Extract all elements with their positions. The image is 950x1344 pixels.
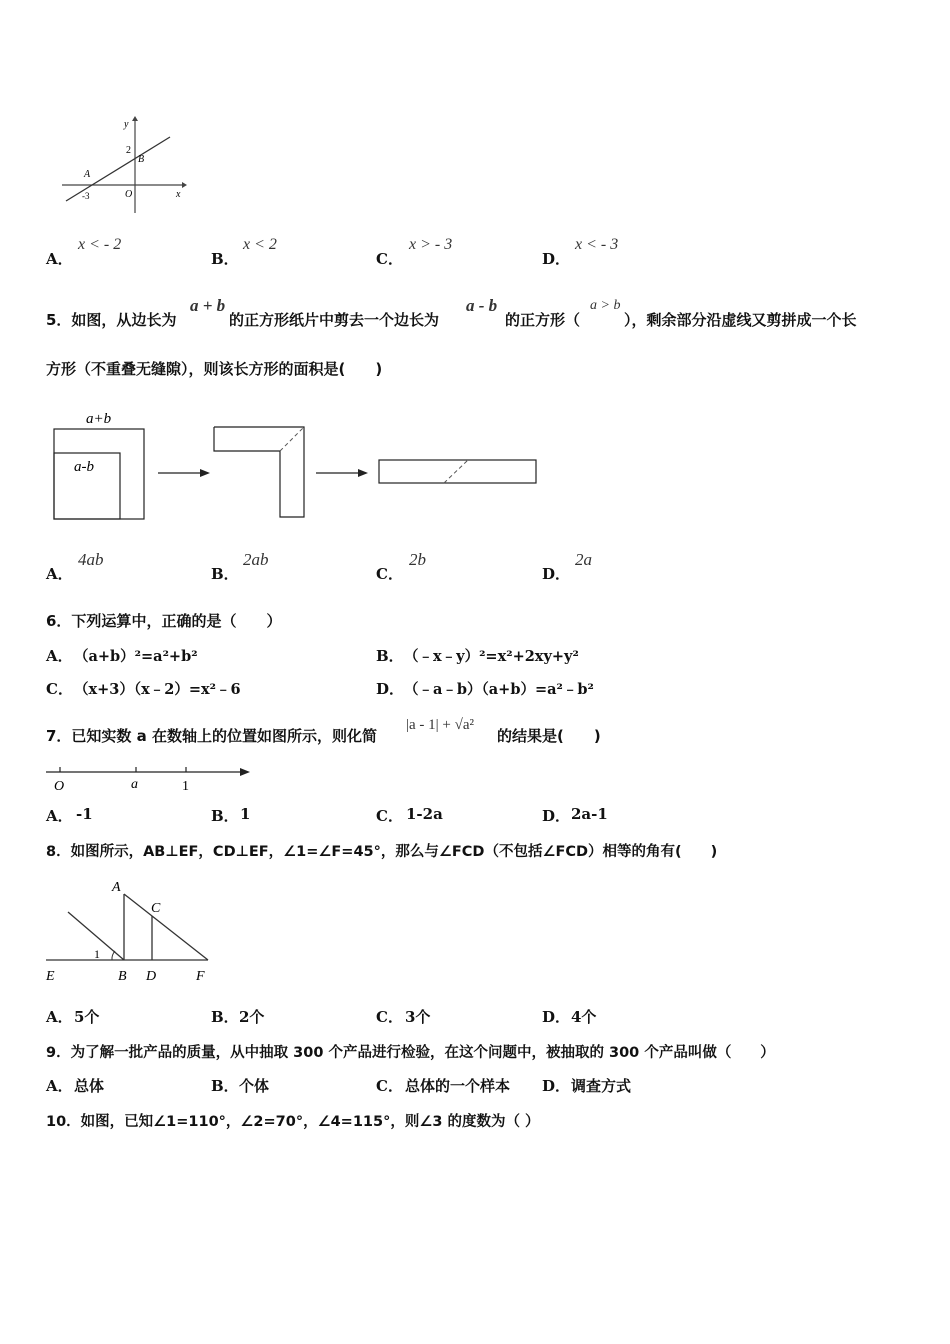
q4-x-label: x (176, 189, 181, 200)
q9-option-d-letter: D． (542, 1077, 571, 1095)
q8-label-1: 1 (94, 947, 100, 961)
q7-option-b-letter: B． (211, 807, 239, 825)
q7-option-a-value: -1 (76, 805, 93, 823)
q6-option-d-letter: D． (376, 680, 405, 698)
q8-option-a-value: 5个 (74, 1008, 100, 1026)
q4-linear-graph (58, 115, 188, 215)
q7-text-part1: 7．已知实数 a 在数轴上的位置如图所示，则化简 (46, 727, 378, 745)
q9-option-c-letter: C． (376, 1077, 403, 1095)
q4-option-d-letter: D． (542, 250, 571, 268)
q4-point-b: B (138, 154, 145, 165)
q5-option-a-value: 4ab (78, 550, 104, 569)
q8-label-e: E (46, 969, 55, 984)
q4-option-a-value: x < - 2 (78, 236, 122, 253)
q4-option-c-value: x > - 3 (409, 236, 453, 253)
q5-option-c-value: 2b (409, 550, 426, 569)
q4-point-a: A (84, 169, 91, 180)
q8-option-d-letter: D． (542, 1008, 571, 1026)
q5-text-part1: 5．如图，从边长为 (46, 311, 177, 329)
q6-option-c-value: （x+3）（x﹣2）=x²﹣6 (74, 681, 241, 698)
q8-option-d-value: 4个 (571, 1008, 597, 1026)
q6-option-b-letter: B． (376, 647, 404, 665)
q8-label-c: C (151, 901, 161, 916)
q9-stem: 9．为了解一批产品的质量，从中抽取 300 个产品进行检验，在这个问题中，被抽取的 300 个产品叫做（ ） (46, 1045, 775, 1061)
q7-label-a: a (131, 777, 138, 792)
q7-option-d-value: 2a-1 (571, 805, 608, 823)
q8-label-a: A (112, 880, 121, 895)
q5-option-a-letter: A． (46, 565, 73, 583)
q5-text-part4: ），剩余部分沿虚线又剪拼成一个长 (624, 311, 857, 329)
q7-option-c-value: 1-2a (406, 805, 443, 823)
q8-label-d: D (146, 969, 157, 984)
q9-option-b-value: 个体 (239, 1077, 270, 1095)
q4-option-d-value: x < - 3 (575, 236, 619, 253)
q6-option-c-letter: C． (46, 680, 73, 698)
q8-figure (42, 876, 217, 988)
q6-stem: 6．下列运算中，正确的是（ ） (46, 612, 282, 630)
q4-tick-y: 2 (126, 145, 131, 156)
q8-label-b: B (118, 969, 127, 984)
q9-option-a-letter: A． (46, 1077, 73, 1095)
q6-option-a-value: （a+b）²=a²+b² (74, 648, 198, 665)
q8-option-c-value: 3个 (405, 1008, 431, 1026)
q7-option-b-value: 1 (240, 805, 251, 823)
q7-option-d-letter: D． (542, 807, 571, 825)
q8-label-f: F (196, 969, 205, 984)
q5-label-a-minus-b: a-b (74, 459, 94, 475)
q4-tick-x: -3 (82, 191, 90, 201)
q5-expr-a-plus-b: a + b (190, 296, 226, 315)
q8-option-b-value: 2个 (239, 1008, 265, 1026)
q5-option-b-value: 2ab (243, 550, 269, 569)
q4-origin: O (125, 189, 133, 200)
q7-number-line (44, 758, 254, 794)
q9-option-b-letter: B． (211, 1077, 239, 1095)
q9-option-c-value: 总体的一个样本 (405, 1077, 511, 1095)
q4-option-b-value: x < 2 (243, 236, 277, 253)
q6-option-d-value: （﹣a﹣b）（a+b）=a²﹣b² (404, 681, 594, 698)
q8-option-a-letter: A． (46, 1008, 73, 1026)
q4-option-b-letter: B． (211, 250, 239, 268)
q4-option-a-letter: A． (46, 250, 73, 268)
q8-stem: 8．如图所示，AB⊥EF，CD⊥EF，∠1=∠F=45°，那么与∠FCD（不包括∠FCD）相等的角有( ) (46, 844, 718, 860)
q5-text-line2: 方形（不重叠无缝隙），则该长方形的面积是( ) (46, 360, 383, 378)
q5-option-b-letter: B． (211, 565, 239, 583)
q7-option-c-letter: C． (376, 807, 403, 825)
q5-expr-a-minus-b: a - b (466, 296, 498, 315)
q4-y-label: y (124, 119, 129, 130)
q9-option-a-value: 总体 (74, 1077, 105, 1095)
q8-option-c-letter: C． (376, 1008, 403, 1026)
q5-text-part3: 的正方形（ (505, 311, 581, 329)
q5-option-c-letter: C． (376, 565, 403, 583)
q5-option-d-value: 2a (575, 550, 592, 569)
q6-option-a-letter: A． (46, 647, 73, 665)
q5-text-part2: 的正方形纸片中剪去一个边长为 (229, 311, 440, 329)
q9-option-d-value: 调查方式 (571, 1077, 632, 1095)
q7-label-1: 1 (182, 779, 189, 794)
q5-option-d-letter: D． (542, 565, 571, 583)
q10-stem: 10．如图，已知∠1=110°，∠2=70°，∠4=115°，则∠3 的度数为（ ） (46, 1114, 540, 1130)
q5-figure (48, 405, 543, 525)
q7-text-part2: 的结果是( ) (497, 727, 601, 745)
q4-option-c-letter: C． (376, 250, 403, 268)
q7-option-a-letter: A． (46, 807, 73, 825)
q7-label-o: O (54, 779, 65, 794)
q5-condition: a > b (590, 298, 621, 313)
q8-option-b-letter: B． (211, 1008, 239, 1026)
q6-option-b-value: （﹣x﹣y）²=x²+2xy+y² (404, 648, 579, 665)
q7-expression: |a - 1| + √a² (406, 717, 475, 733)
q5-label-a-plus-b: a+b (86, 411, 112, 427)
